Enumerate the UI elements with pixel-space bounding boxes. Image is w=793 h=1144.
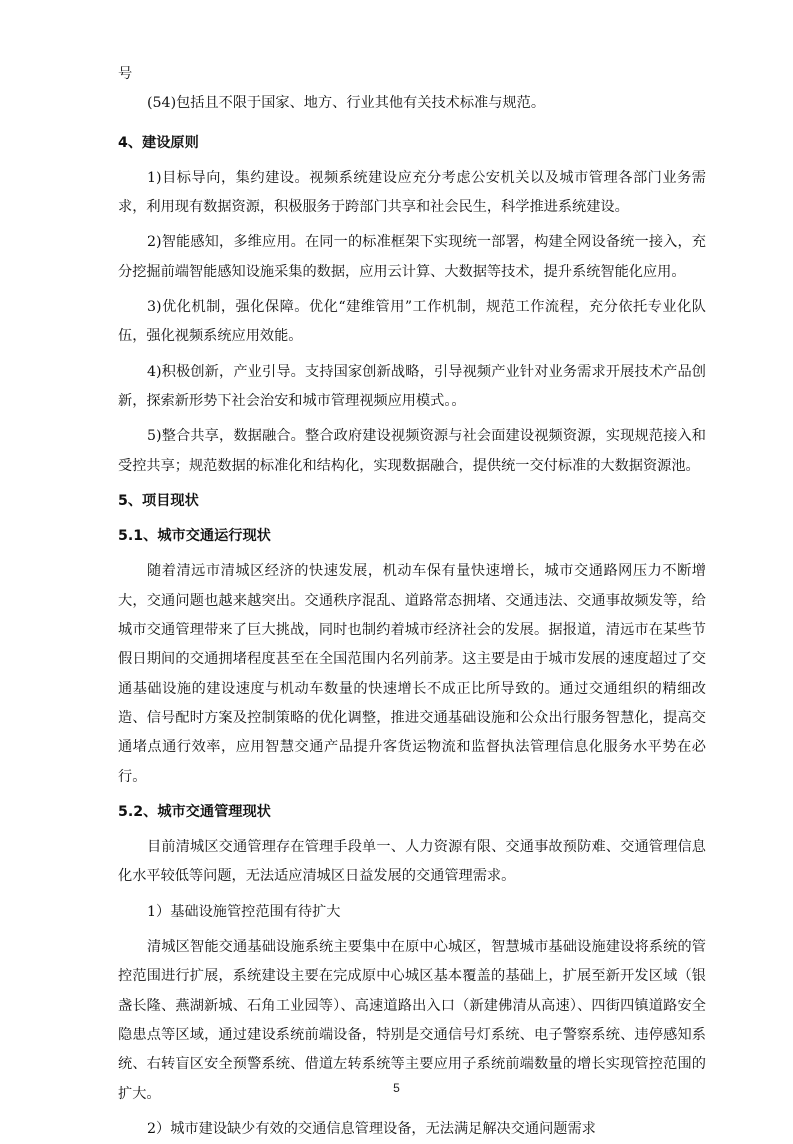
section-heading: 5、项目现状 xyxy=(118,492,199,509)
body-paragraph: 号 xyxy=(118,66,133,82)
page-number: 5 xyxy=(393,1081,400,1095)
body-paragraph: 1)目标导向，集约建设。视频系统建设应充分考虑公安机关以及城市管理各部门业务需求，利用现有数据资源，积极服务于跨部门共享和社会民生，科学推进系统建设。 xyxy=(118,169,706,216)
body-paragraph: 1）基础设施管控范围有待扩大 xyxy=(147,903,341,920)
section-heading: 4、建设原则 xyxy=(118,134,199,151)
section-heading: 5.2、城市交通管理现状 xyxy=(118,803,271,820)
spacer xyxy=(118,119,706,129)
body-paragraph: 目前清城区交通管理存在管理手段单一、人力资源有限、交通事故预防难、交通管理信息化水平较低等问题，无法适应清城区日益发展的交通管理需求。 xyxy=(118,839,706,885)
body-paragraph: (54)包括且不限于国家、地方、行业其他有关技术标准与规范。 xyxy=(147,95,546,112)
body-paragraph: 清城区智能交通基础设施系统主要集中在原中心城区，智慧城市基础设施建设将系统的管控范围进行扩展，系统建设主要在完成原中心城区基本覆盖的基础上，扩展至新开发区域（银盏长隆、燕湖新城、石角工业园等）、高速道路出入口（新建佛清从高速）、四街四镇道路安全隐患点等区域，通过建设系统前端设备，特别是交通信号灯系统、电子警察系统、违停感知系统、右转盲区安全预警系统、借道左转系统等主要应用子系统前端数量的增长实现管控范围的扩大。 xyxy=(118,939,706,1102)
section-heading: 5.1、城市交通运行现状 xyxy=(118,528,271,545)
body-paragraph: 2）城市建设缺少有效的交通信息管理设备，无法满足解决交通问题需求 xyxy=(147,1120,596,1137)
body-paragraph: 5)整合共享，数据融合。整合政府建设视频资源与社会面建设视频资源，实现规范接入和受控共享；规范数据的标准化和结构化，实现数据融合，提供统一交付标准的大数据资源池。 xyxy=(118,428,706,474)
body-paragraph: 2)智能感知，多维应用。在同一的标准框架下实现统一部署，构建全网设备统一接入，充分挖掘前端智能感知设施采集的数据，应用云计算、大数据等技术，提升系统智能化应用。 xyxy=(118,234,706,280)
body-paragraph: 3)优化机制，强化保障。优化“建维管用”工作机制，规范工作流程，充分依托专业化队伍，强化视频系统应用效能。 xyxy=(118,299,706,345)
page-body xyxy=(118,60,706,1144)
body-paragraph: 随着清远市清城区经济的快速发展，机动车保有量快速增长，城市交通路网压力不断增大，交通问题也越来越突出。交通秩序混乱、道路常态拥堵、交通违法、交通事故频发等，给城市交通管理带来了巨大挑战，同时也制约着城市经济社会的发展。据报道，清远市在某些节假日期间的交通拥堵程度甚至在全国范围内名列前茅。这主要是由于城市发展的速度超过了交通基础设施的建设速度与机动车数量的快速增长不成正比所导致的。通过交通组织的精细改造、信号配时方案及控制策略的优化调整，推进交通基础设施和公众出行服务智慧化，提高交通堵点通行效率，应用智慧交通产品提升客货运物流和监督执法管理信息化服务水平势在必行。 xyxy=(118,563,706,785)
body-paragraph: 4)积极创新，产业引导。支持国家创新战略，引导视频产业针对业务需求开展技术产品创新，探索新形势下社会治安和城市管理视频应用模式。。 xyxy=(118,363,706,409)
